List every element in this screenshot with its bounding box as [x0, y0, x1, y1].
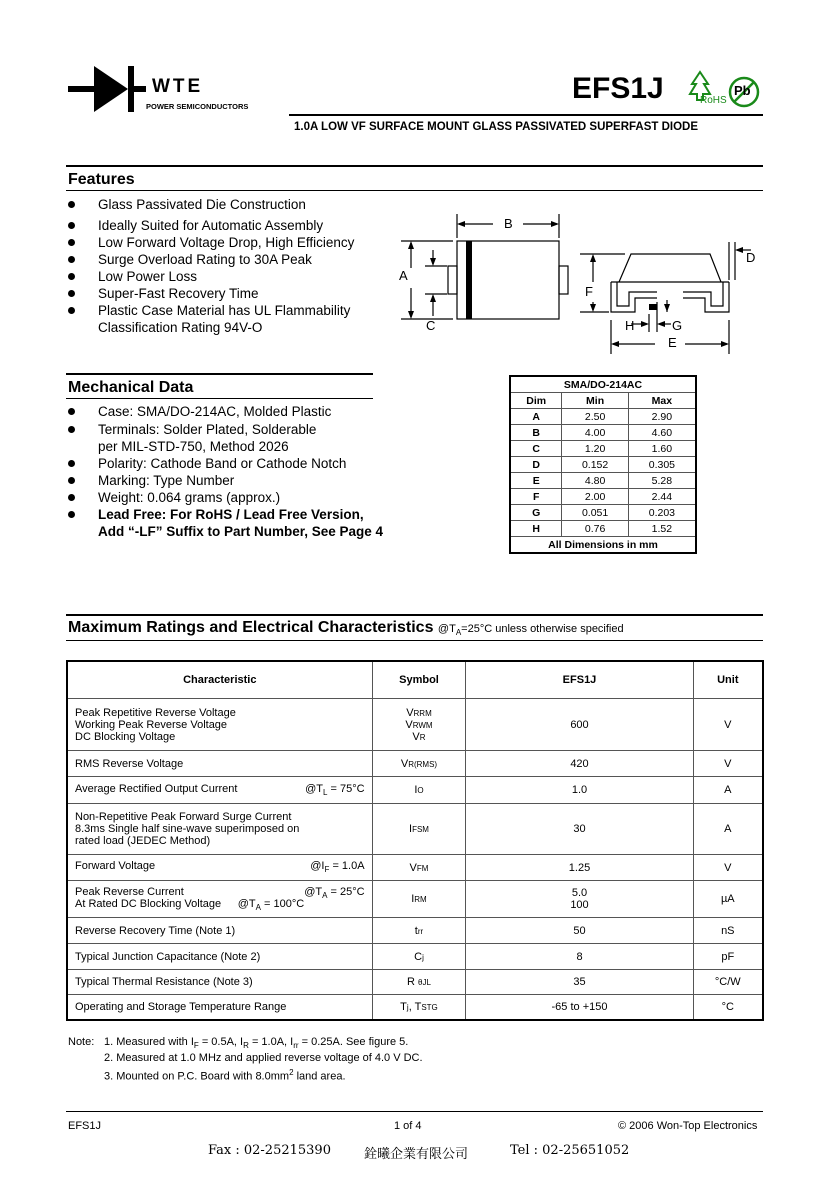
features-title: Features [68, 171, 135, 188]
dim-label-g: G [672, 318, 683, 333]
company-name: WTE [152, 76, 204, 97]
distributor-name: 銓曦企業有限公司 [364, 1147, 469, 1162]
table-row: RMS Reverse Voltage VR(RMS) 420 V [67, 751, 763, 777]
part-number-title: EFS1J [572, 72, 664, 105]
ratings-rule-bottom [66, 640, 763, 641]
part-subtitle: 1.0A LOW VF SURFACE MOUNT GLASS PASSIVATED SUPERFAST DIODE [294, 121, 699, 133]
ratings-rule-top [66, 614, 763, 616]
footer-page-number: 1 of 4 [394, 1120, 422, 1132]
features-rule-top [66, 165, 763, 167]
dim-label-h: H [625, 318, 635, 333]
dimension-table [509, 375, 697, 554]
rohs-label: RoHS [700, 95, 727, 106]
dim-label-f: F [585, 284, 593, 299]
dim-label-d: D [746, 250, 756, 265]
company-tagline: POWER SEMICONDUCTORS [146, 102, 249, 111]
rohs-badge [686, 70, 726, 110]
mechanical-rule-bottom [66, 398, 373, 399]
note-2: 2. Measured at 1.0 MHz and applied reverse voltage of 4.0 V DC. [104, 1052, 423, 1064]
package-outline-diagram [395, 208, 765, 356]
ratings-heading [68, 619, 624, 637]
footer-rule [66, 1111, 763, 1112]
ratings-title: Maximum Ratings and Electrical Characteristics [68, 619, 434, 636]
dim-table-title: SMA/DO-214AC [510, 376, 696, 393]
distributor-fax: Fax : 02-25215390 [208, 1143, 331, 1158]
table-row: E 4.80 5.28 [510, 473, 696, 489]
mechanical-rule-top [66, 373, 373, 375]
dim-label-e: E [668, 335, 677, 350]
table-row: H 0.76 1.52 [510, 521, 696, 537]
table-row: C 1.20 1.60 [510, 441, 696, 457]
table-row: Operating and Storage Temperature Range Tj, TSTG -65 to +150 °C [67, 995, 763, 1020]
footer-part: EFS1J [68, 1120, 102, 1132]
table-row: B 4.00 4.60 [510, 425, 696, 441]
dim-table-footer: All Dimensions in mm [510, 537, 696, 554]
table-row: Peak Repetitive Reverse Voltage Working Peak Reverse Voltage DC Blocking Voltage VRRM VRWM VR 600 V [67, 699, 763, 751]
notes-label: Note: [68, 1036, 95, 1048]
pb-label: Pb [734, 83, 751, 98]
header-rule [289, 114, 763, 116]
dim-label-b: B [504, 216, 513, 231]
table-row: D 0.152 0.305 [510, 457, 696, 473]
table-row: Reverse Recovery Time (Note 1) trr 50 nS [67, 918, 763, 944]
ratings-table [66, 660, 764, 1021]
table-row: Forward Voltage $@I_F = 1.0A$ VFM 1.25 V [67, 855, 763, 881]
table-row: F 2.00 2.44 [510, 489, 696, 505]
table-row: G 0.051 0.203 [510, 505, 696, 521]
distributor-tel: Tel : 02-25651052 [510, 1143, 630, 1158]
dim-label-a: A [399, 268, 408, 283]
features-rule-bottom [66, 190, 763, 191]
table-row: Non-Repetitive Peak Forward Surge Current 8.3ms Single half sine-wave superimposed on rated load (JEDEC Method) IFSM 30 A [67, 804, 763, 855]
note-3: 3. Mounted on P.C. Board with $8.0mm^2$ land area. [104, 1068, 346, 1083]
table-row: A 2.50 2.90 [510, 409, 696, 425]
table-row: Average Rectified Output Current $@T_L = 75^\circ C$ IO 1.0 A [67, 777, 763, 804]
pb-free-badge [728, 76, 760, 108]
dim-label-c: C [426, 318, 436, 333]
dim-table-header: Dim Min Max [510, 393, 696, 409]
ratings-condition: $@T_A=25^\circ C$ unless otherwise specified [437, 623, 624, 638]
footer-copyright: © 2006 Won-Top Electronics [618, 1120, 758, 1132]
table-row: Typical Junction Capacitance (Note 2) Cj 8 pF [67, 944, 763, 970]
table-row: Typical Thermal Resistance (Note 3) R θJL 35 °C/W [67, 970, 763, 995]
table-row: Peak Reverse Current $@T_A = 25^\circ C$ At Rated DC Blocking Voltage $@T_A = 100^\circ C$ IRM 5.0 100 µA [67, 881, 763, 918]
mechanical-title: Mechanical Data [68, 379, 194, 396]
ratings-table-header: Characteristic Symbol EFS1J Unit [67, 661, 763, 699]
note-1: 1. Measured with $I_F = 0.5A$, $I_R = 1.0A$, $I_{rr} = 0.25A$. See figure 5. [104, 1036, 409, 1051]
